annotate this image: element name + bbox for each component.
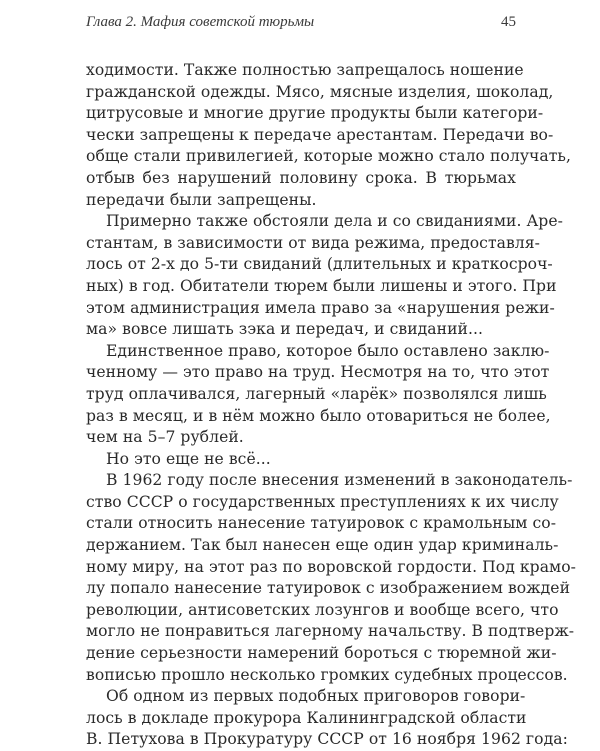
running-header [86, 14, 516, 34]
text-line: дение серьезности намерений бороться с тюремной жи- [86, 644, 557, 663]
chapter-title: Глава 2. Мафия советской тюрьмы [86, 14, 315, 30]
text-line: могло не понравиться лагерному начальству. В подтверж- [86, 622, 575, 641]
body-text [86, 60, 576, 751]
text-line: передачи были запрещены. [86, 190, 317, 209]
text-line: этом администрация имела право за «нарушения режи- [86, 298, 555, 317]
text-line: ство СССР о государственных преступлениях к их числу [86, 492, 559, 511]
page-number: 45 [501, 14, 516, 30]
text-line: стантам, в зависимости от вида режима, предоставля- [86, 233, 540, 252]
text-line: гражданской одежды. Мясо, мясные изделия, шоколад, [86, 82, 554, 101]
text-line: ченному — это право на труд. Несмотря на то, что этот [86, 363, 550, 382]
text-line: ма» вовсе лишать зэка и передач, и свиданий... [86, 320, 484, 339]
text-line: чески запрещены к передаче арестантам. Передачи во- [86, 125, 554, 144]
text-line: Но это еще не всё... [106, 449, 271, 468]
text-line: труд оплачивался, лагерный «ларёк» позволялся лишь [86, 384, 547, 403]
text-line: отбыв без нарушений половину срока. В тюрьмах [86, 168, 516, 187]
text-line: стали относить нанесение татуировок с крамольным со- [86, 514, 557, 533]
text-line: цитрусовые и многие другие продукты были категори- [86, 104, 544, 123]
text-line: чем на 5–7 рублей. [86, 428, 244, 447]
text-line: В 1962 году после внесения изменений в законодатель- [106, 471, 573, 490]
text-line: ному миру, на этот раз по воровской гордости. Под крамо- [86, 557, 576, 576]
text-line: ных) в год. Обитатели тюрем были лишены и этого. При [86, 276, 557, 295]
text-line: революции, антисоветских лозунгов и вообще всего, что [86, 600, 559, 619]
text-line: держанием. Так был нанесен еще один удар криминаль- [86, 536, 559, 555]
text-line: Примерно также обстояли дела и со свиданиями. Аре- [106, 212, 563, 231]
text-line: ходимости. Также полностью запрещалось ношение [86, 61, 524, 79]
text-line: раз в месяц, и в нём можно было отовариться не более, [86, 406, 551, 425]
text-line: лу попало нанесение татуировок с изображением вождей [86, 579, 571, 598]
text-line: В. Петухова в Прокуратуру СССР от 16 ноября 1962 года: [86, 730, 568, 749]
text-line: Единственное право, которое было оставлено заклю- [106, 341, 550, 360]
text-line: вописью прошло несколько громких судебных процессов. [86, 665, 568, 684]
text-line: Об одном из первых подобных приговоров говори- [106, 687, 526, 706]
text-line: лось в докладе прокурора Калининградской области [86, 708, 527, 727]
text-line: лось от 2-х до 5-ти свиданий (длительных и краткосроч- [86, 255, 553, 274]
text-line: обще стали привилегией, которые можно стало получать, [86, 147, 571, 166]
